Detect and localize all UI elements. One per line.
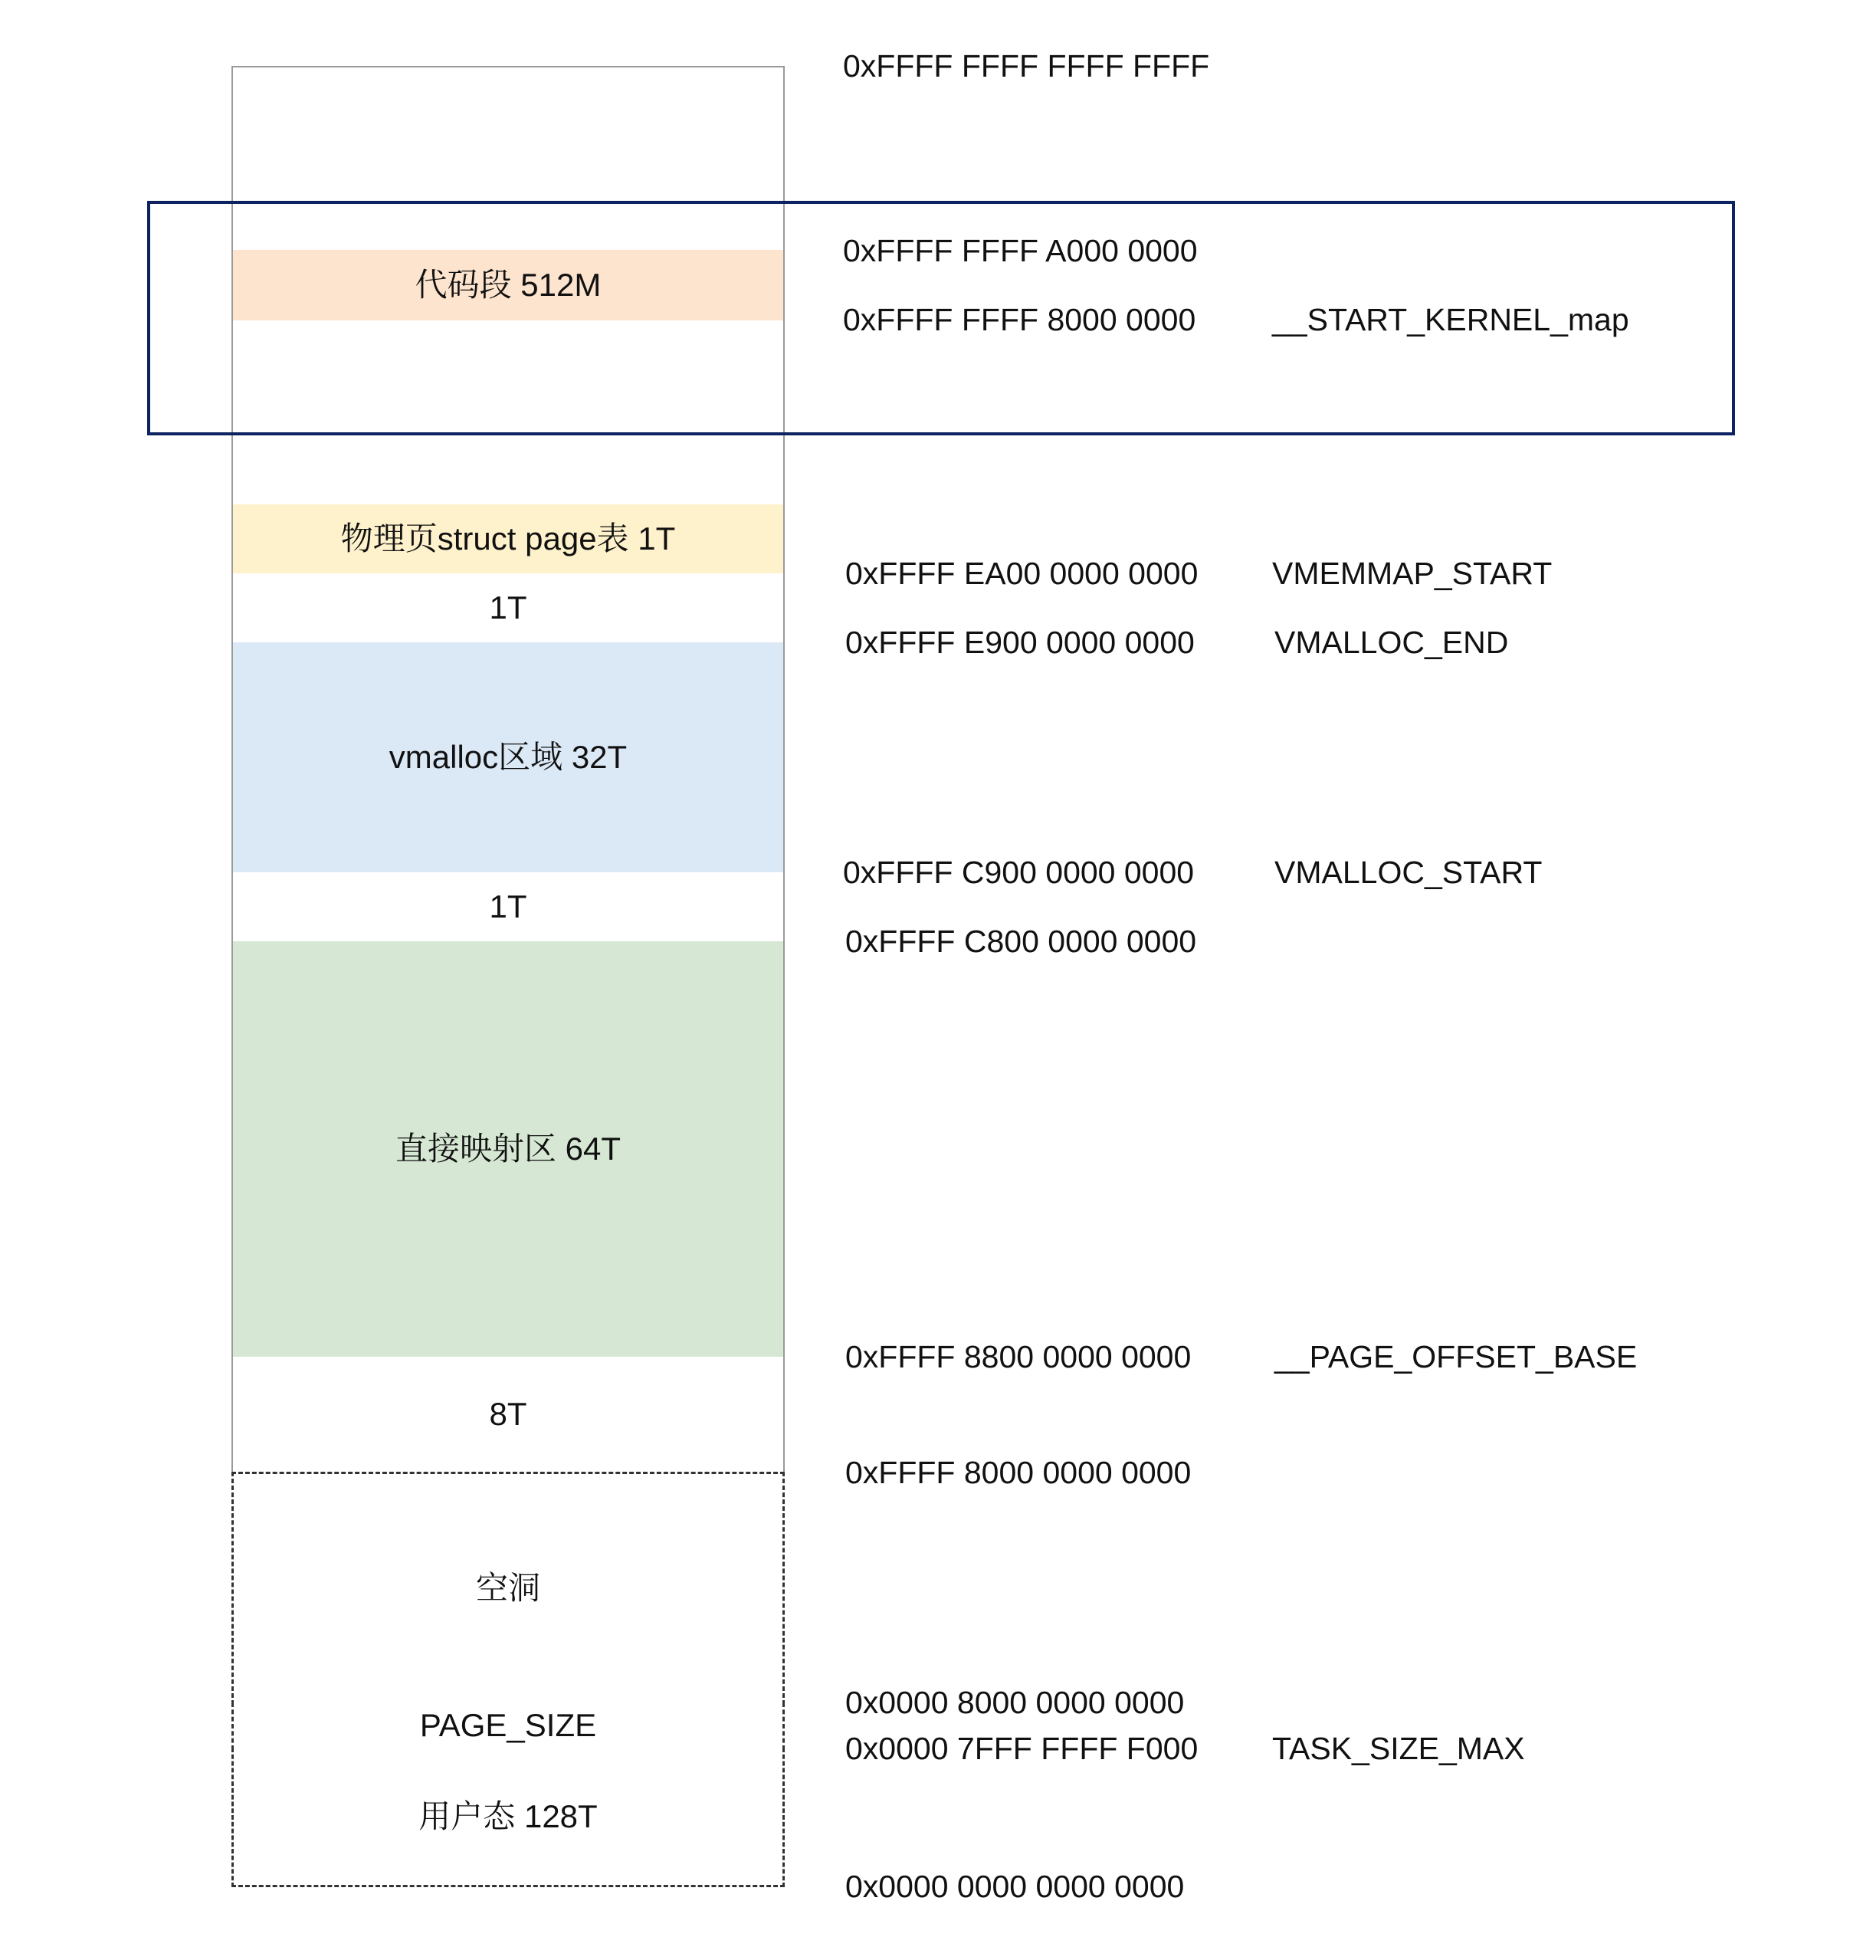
address-vmalloc-end: 0xFFFF E900 0000 0000	[845, 625, 1195, 660]
segment-code	[231, 250, 785, 322]
segment-vmalloc	[231, 642, 785, 874]
address-code-start: 0xFFFF FFFF 8000 0000	[843, 302, 1196, 337]
segment-gap-blank	[231, 434, 785, 506]
address-vmemmap-start: 0xFFFF EA00 0000 0000	[845, 556, 1199, 591]
segment-guard-1t-b-label: 1T	[489, 888, 527, 924]
segment-user	[231, 1748, 785, 1887]
address-c800: 0xFFFF C800 0000 0000	[845, 924, 1197, 959]
symbol-vmalloc-start: VMALLOC_START	[1274, 855, 1543, 890]
address-user-top: 0x0000 8000 0000 0000	[845, 1685, 1185, 1720]
segment-hole	[231, 1472, 785, 1705]
segment-lower-blank	[231, 320, 785, 435]
address-zero: 0x0000 0000 0000 0000	[845, 1869, 1185, 1904]
segment-top-blank	[231, 66, 785, 251]
address-task-size: 0x0000 7FFF FFFF F000	[845, 1731, 1199, 1766]
address-page-offset: 0xFFFF 8800 0000 0000	[845, 1339, 1192, 1374]
segment-direct-map-label: 直接映射区 64T	[395, 1131, 622, 1167]
symbol-task-size-max: TASK_SIZE_MAX	[1272, 1731, 1525, 1766]
segment-guard-1t-a	[231, 573, 785, 644]
segment-vmalloc-label: vmalloc区域 32T	[389, 739, 628, 775]
segment-struct-page	[231, 504, 785, 575]
address-vmalloc-start: 0xFFFF C900 0000 0000	[843, 855, 1195, 890]
symbol-vmemmap-start: VMEMMAP_START	[1272, 556, 1553, 591]
segment-guard-1t-b	[231, 872, 785, 943]
segment-guard-8t	[231, 1357, 785, 1473]
segment-page-size	[231, 1702, 785, 1750]
segment-guard-8t-label: 8T	[489, 1396, 527, 1432]
segment-code-label: 代码段 512M	[415, 267, 602, 303]
segment-guard-1t-a-label: 1T	[489, 589, 527, 625]
address-top: 0xFFFF FFFF FFFF FFFF	[843, 48, 1210, 84]
segment-hole-label: 空洞	[475, 1570, 540, 1606]
segment-page-size-label: PAGE_SIZE	[419, 1706, 597, 1743]
address-code-end: 0xFFFF FFFF A000 0000	[843, 233, 1198, 268]
symbol-start-kernel-map: __START_KERNEL_map	[1272, 302, 1629, 337]
segment-user-label: 用户态 128T	[418, 1797, 598, 1834]
symbol-vmalloc-end: VMALLOC_END	[1274, 625, 1509, 660]
segment-struct-page-label: 物理页struct page表 1T	[340, 520, 676, 556]
symbol-page-offset-base: __PAGE_OFFSET_BASE	[1274, 1339, 1638, 1374]
address-kernel-base: 0xFFFF 8000 0000 0000	[845, 1455, 1192, 1490]
segment-direct-map	[231, 941, 785, 1358]
